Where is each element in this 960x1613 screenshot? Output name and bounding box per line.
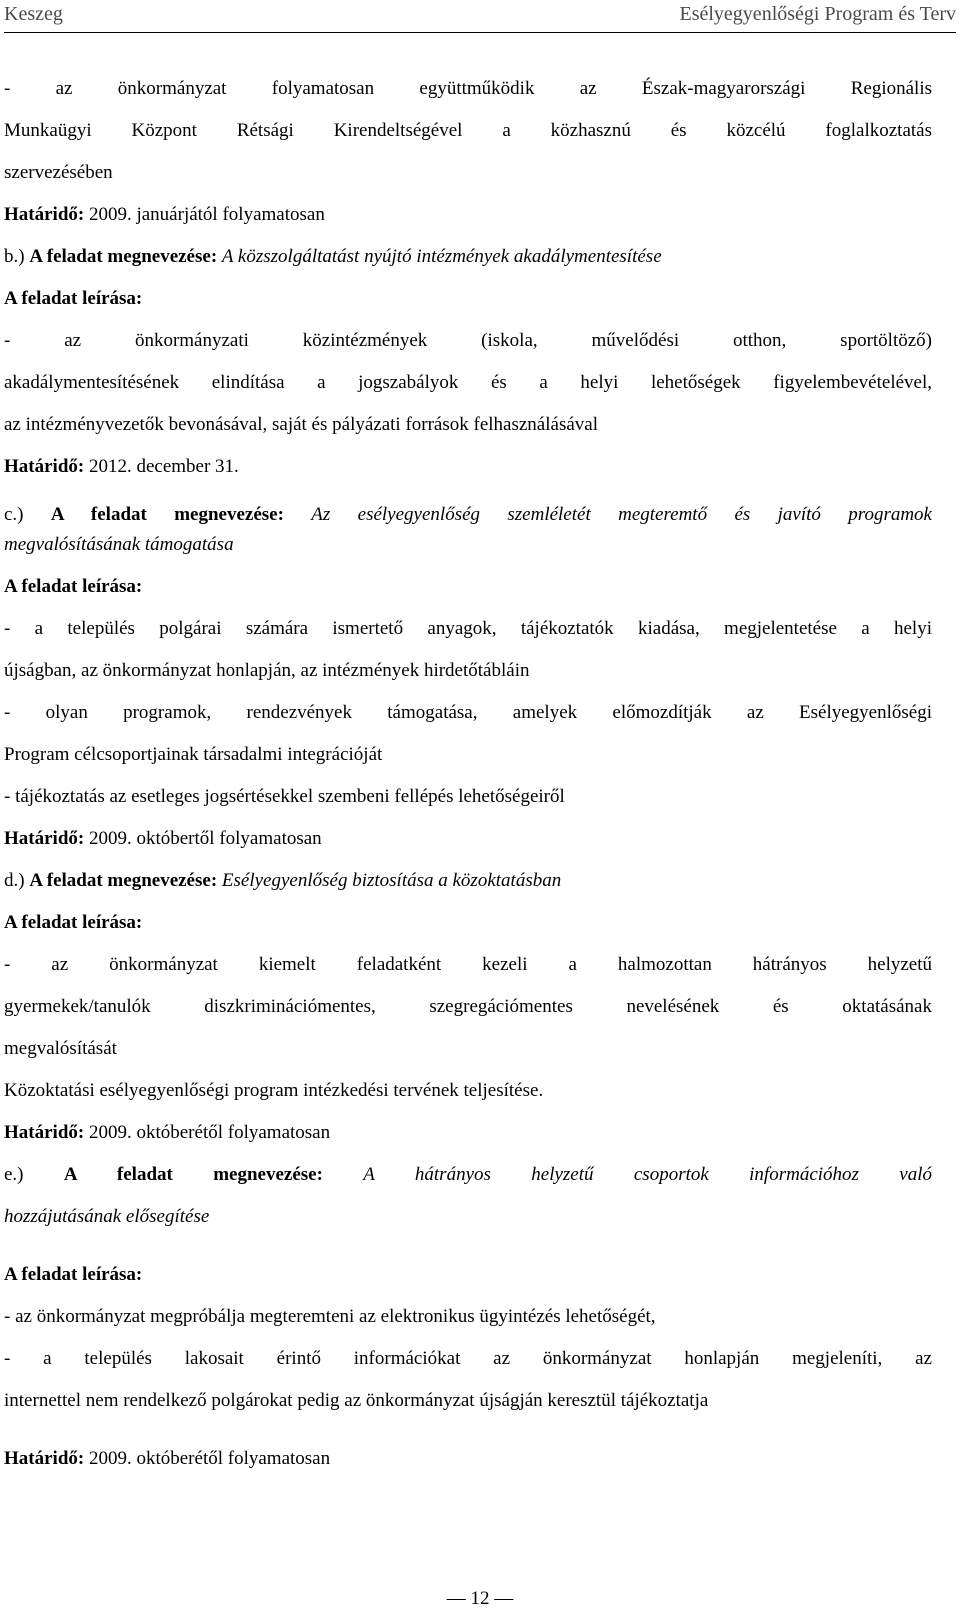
task-prefix: c.) — [4, 504, 24, 525]
deadline-value: 2009. októberétől folyamatosan — [84, 1448, 331, 1469]
task-title: Az esélyegyenlőség szemléletét megteremtő és javító programok — [311, 504, 932, 525]
paragraph-line: - az önkormányzati közintézmények (iskola, művelődési otthon, sportöltöző) — [4, 330, 932, 351]
deadline-label: Határidő: — [4, 1122, 85, 1143]
deadline-line — [4, 1438, 932, 1480]
task-title: A közszolgáltatást nyújtó intézmények akadálymentesítése — [221, 246, 662, 267]
deadline-label: Határidő: — [4, 828, 85, 849]
paragraph-line: Program célcsoportjainak társadalmi integrációját — [4, 744, 383, 765]
paragraph-line: - tájékoztatás az esetleges jogsértésekkel szembeni fellépés lehetőségeiről — [4, 786, 565, 807]
deadline-value: 2009. októbertől folyamatosan — [84, 828, 322, 849]
document-body — [4, 68, 932, 1480]
task-label: A feladat megnevezése: — [50, 504, 284, 525]
deadline-label: Határidő: — [4, 456, 85, 477]
paragraph-line: - a település polgárai számára ismertető anyagok, tájékoztatók kiadása, megjelentetése a helyi — [4, 618, 932, 639]
task-heading-b — [4, 236, 932, 278]
task-title: Esélyegyenlőség biztosítása a közoktatásban — [221, 870, 562, 891]
deadline-value: 2009. októberétől folyamatosan — [84, 1122, 331, 1143]
paragraph-line: Közoktatási esélyegyenlőségi program intézkedési tervének teljesítése. — [4, 1080, 544, 1101]
task-heading-c — [4, 500, 932, 530]
paragraph-line: újságban, az önkormányzat honlapján, az intézmények hirdetőtábláin — [4, 660, 530, 681]
deadline-line — [4, 194, 932, 236]
paragraph-line: megvalósítását — [4, 1038, 117, 1059]
task-prefix: d.) — [4, 870, 25, 891]
task-title-continued: hozzájutásának elősegítése — [4, 1206, 210, 1227]
description-label: A feladat leírása: — [4, 912, 143, 933]
task-heading-e — [4, 1154, 932, 1196]
task-label: A feladat megnevezése: — [63, 1164, 323, 1185]
deadline-line — [4, 1112, 932, 1154]
paragraph-line: gyermekek/tanulók diszkriminációmentes, szegregációmentes nevelésének és oktatásának — [4, 996, 932, 1017]
description-label: A feladat leírása: — [4, 1264, 143, 1285]
task-prefix: e.) — [4, 1164, 24, 1185]
task-heading-d — [4, 860, 932, 902]
task-title-continued: megvalósításának támogatása — [4, 534, 234, 555]
deadline-label: Határidő: — [4, 204, 85, 225]
deadline-value: 2012. december 31. — [84, 456, 239, 477]
deadline-label: Határidő: — [4, 1448, 85, 1469]
paragraph-line: szervezésében — [4, 162, 113, 183]
description-label: A feladat leírása: — [4, 288, 143, 309]
task-title: A hátrányos helyzetű csoportok információhoz való — [363, 1164, 933, 1185]
paragraph-line: akadálymentesítésének elindítása a jogszabályok és a helyi lehetőségek figyelembevételével, — [4, 372, 932, 393]
description-label: A feladat leírása: — [4, 576, 143, 597]
deadline-line — [4, 818, 932, 860]
task-label: A feladat megnevezése: — [29, 246, 218, 267]
header-right: Esélyegyenlőségi Program és Terv — [679, 3, 956, 25]
paragraph-line: - a település lakosait érintő információkat az önkormányzat honlapján megjeleníti, az — [4, 1348, 932, 1369]
page-header — [4, 0, 956, 33]
paragraph-line: Munkaügyi Központ Rétsági Kirendeltségével a közhasznú és közcélú foglalkoztatás — [4, 120, 932, 141]
paragraph-line: internettel nem rendelkező polgárokat pedig az önkormányzat újságján keresztül tájékoztatja — [4, 1390, 709, 1411]
deadline-value: 2009. januárjától folyamatosan — [84, 204, 325, 225]
task-label: A feladat megnevezése: — [29, 870, 218, 891]
paragraph-line: - az önkormányzat megpróbálja megteremteni az elektronikus ügyintézés lehetőségét, — [4, 1306, 656, 1327]
paragraph-line: az intézményvezetők bevonásával, saját és pályázati források felhasználásával — [4, 414, 598, 435]
paragraph-line: - az önkormányzat kiemelt feladatként kezeli a halmozottan hátrányos helyzetű — [4, 954, 932, 975]
task-prefix: b.) — [4, 246, 25, 267]
paragraph-line: - az önkormányzat folyamatosan együttműködik az Észak-magyarországi Regionális — [4, 78, 932, 99]
page-number: — 12 — — [446, 1588, 514, 1609]
paragraph-line: - olyan programok, rendezvények támogatása, amelyek előmozdítják az Esélyegyenlőségi — [4, 702, 932, 723]
deadline-line — [4, 446, 932, 488]
header-left: Keszeg — [4, 3, 63, 25]
